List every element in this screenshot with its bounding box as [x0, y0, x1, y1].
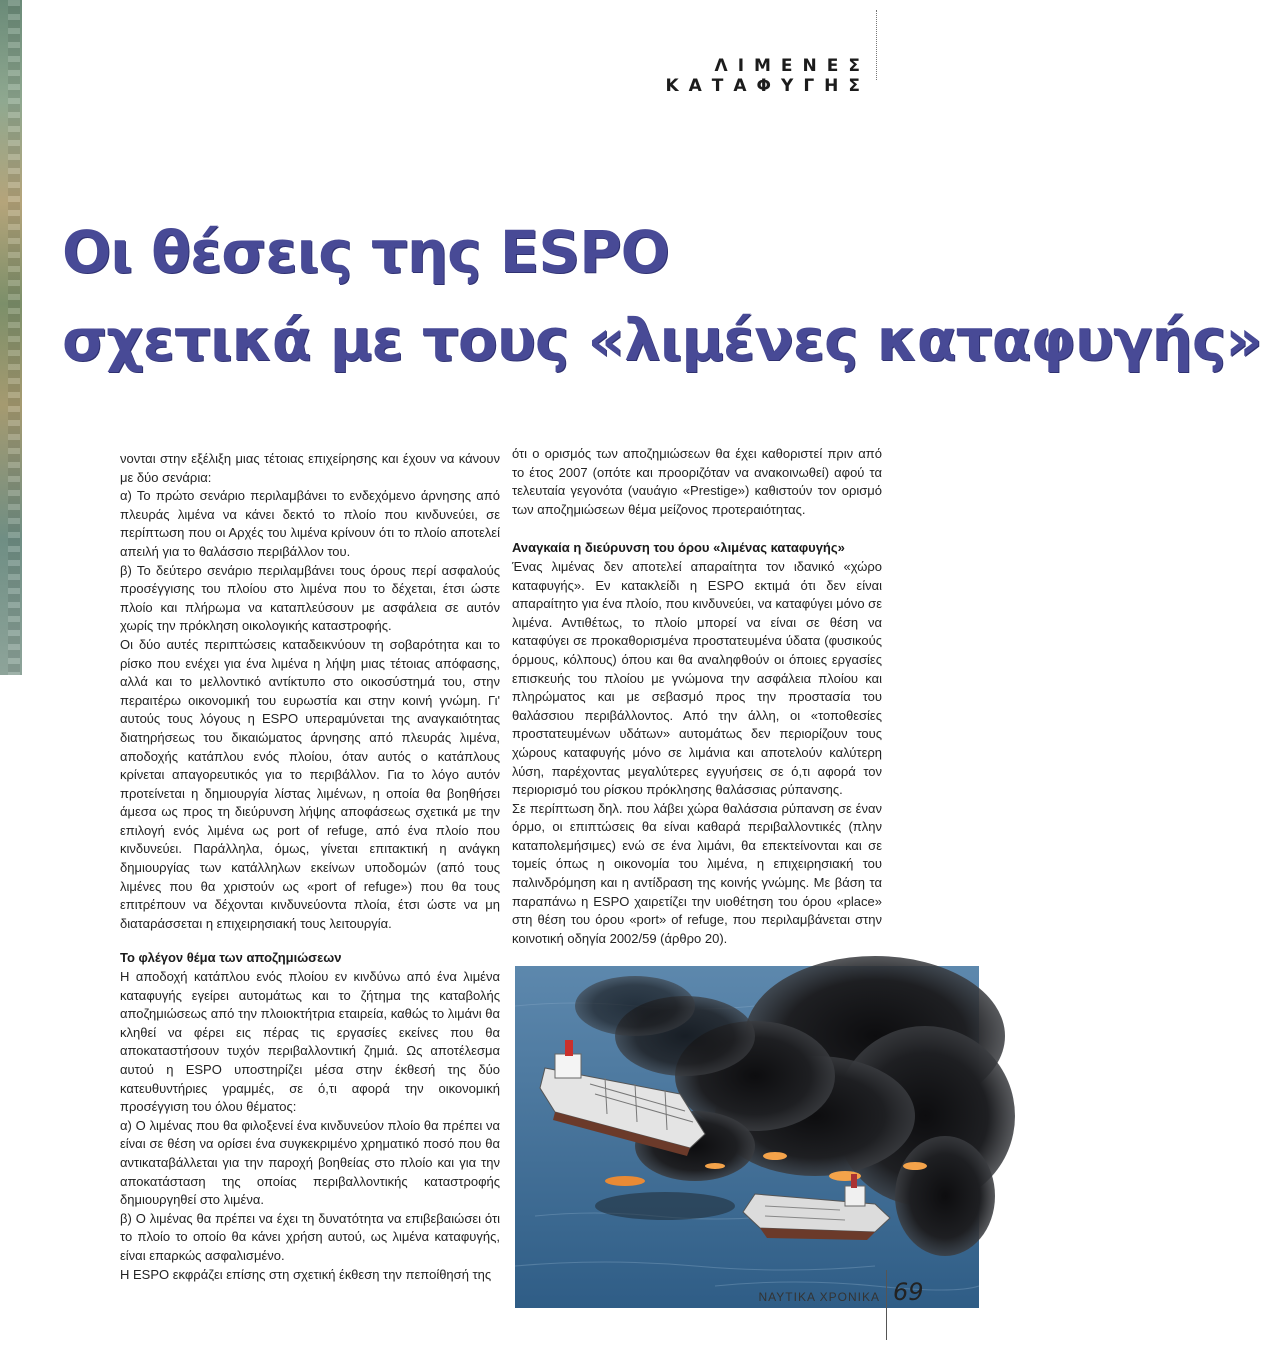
oil-slick [595, 1192, 735, 1220]
left-column [120, 450, 500, 1284]
paragraph: Ένας λιμένας δεν αποτελεί απαραίτητα τον ιδανικό «χώρο καταφυγής». Εν κατακλείδι η ESPO εκτιμά ότι δεν είναι απαραίτητο για ένα πλοίο, που κινδυνεύει, να καταφύγει μόνο σε λιμένα. Αντιθέτως, το πλοίο μπορεί να είναι σε θέση να καταφύγει σε προκαθορισμένα προστατευμένα ύδατα (φυσικούς όρμους, κόλπους) όπου και θα αναληφθούν οι όποιες εργασίες επισκευής του πλοίου με γνώμονα την ασφάλεια πλοίου και πληρώματος και με σεβασμό προς την προστασία του θαλάσσιου περιβάλλοντος. Από την άλλη, οι «τοποθεσίες προστατευμένων υδάτων» αυτομάτως δεν περιορίζουν τους χώρους καταφυγής μόνο σε λιμάνια και αποτελούν καλύτερη λύση, παρέχοντας μεγαλύτερες εγγυήσεις σε ό,τι αφορά τον περιορισμό του ρίσκου πρόκλησης θαλάσσιας ρύπανσης. [512, 558, 883, 798]
paragraph: Σε περίπτωση δηλ. που λάβει χώρα θαλάσσια ρύπανση σε έναν όρμο, οι επιπτώσεις θα είναι καθαρά περιβαλλοντικές (πλην καταπολεμήσιμες) ενώ σε ένα λιμάνι, θα επεκτείνονται και σε τομείς όπως η οικονομία του λιμένα, η επιχειρησιακή του παλινδρόμηση και η αντίδραση της κοινής γνώμης. Με βάση τα παραπάνω η ESPO χαιρετίζει την υιοθέτηση του όρου «place» στη θέση του όρου «port» of refuge, που περιλαμβάνεται στην κοινοτική οδηγία 2002/59 (άρθρο 20). [512, 800, 882, 946]
paragraph: Η αποδοχή κατάπλου ενός πλοίου εν κινδύνω από ένα λιμένα καταφυγής εγείρει αυτομάτως και το ζήτημα της καταβολής αποζημιώσεως από την πλοιοκτήτρια εταιρεία, καθώς το λιμάνι θα κληθεί να φέρει εις πέρας τις εργασίες εκείνες που θα αποκαταστήσουν τυχόν περιβαλλοντική ζημιά. Ως αποτέλεσμα αυτού η ESPO υποστηρίζει μέσα στην έκθεσή της δύο κατευθυντήριες γραμμές, σε ό,τι αφορά την οικονομική προσέγγιση του όλου θέματος: [120, 969, 500, 1115]
article-title [62, 208, 1262, 384]
paragraph: νονται στην εξέλιξη μιας τέτοιας επιχείρησης και έχουν να κάνουν με δύο σενάρια: [120, 451, 500, 485]
subheading-refuge-term: Αναγκαία η διεύρυνση του όρου «λιμένας καταφυγής» [512, 540, 845, 556]
section-header: ΛΙΜΕΝΕΣ ΚΑΤΑΦΥΓΗΣ [665, 56, 870, 96]
subheading-compensation: Το φλέγον θέμα των αποζημιώσεων [120, 950, 342, 966]
burning-tanker-photo [515, 966, 979, 1308]
paragraph: Οι δύο αυτές περιπτώσεις καταδεικνύουν τη σοβαρότητα και το ρίσκο που ενέχει για ένα λιμένα η λήψη μιας τέτοιας απόφασης, αλλά και το μελλοντικό αντίκτυπο στο οικοσύστημά του, στην περαιτέρω οικονομική του ευρωστία και στην κοινή γνώμη. Γι' αυτούς τους λόγους η ESPO υπεραμύνεται της αναγκαιότητας διατηρήσεως του δικαιώματος άρνησης από πλευράς λιμένα, αποδοχής κατάπλου ενός πλοίου, όταν αυτός ο κατάπλους κρίνεται απαγορευτικός για το περιβάλλον. Για το λόγο αυτόν προτείνεται η δημιουργία λίστας λιμένων, η οποία θα βοηθήσει άμεσα ως προς τη διεύρυνση λήψης αποφάσεως σχετικά με την επιλογή ενός λιμένα ως port of refuge, από ένα πλοίο που κινδυνεύει. Παράλληλα, όμως, γίνεται επιτακτική η ανάγκη δημιουργίας των κατάλληλων εκείνων υποδομών (από τους λιμένες που θα χριστούν ως «port of refuge») που θα τους επιτρέπουν να δέχονται κινδυνεύοντα πλοία, έτσι ώστε να μη διαταράσσεται η επιχειρησιακή τους λειτουργία. [120, 636, 500, 931]
header-dotted-rule [876, 10, 877, 80]
paragraph: α) Το πρώτο σενάριο περιλαμβάνει το ενδεχόμενο άρνησης από πλευράς λιμένα να κάνει δεκτό το πλοίο που κινδυνεύει, σε περίπτωση που οι Αρχές του λιμένα κρίνουν ότι το πλοίο αποτελεί απειλή για το θαλάσσιο περιβάλλον του. [120, 488, 500, 559]
adjacent-page-texture [8, 0, 20, 675]
adjacent-page-edge [0, 0, 22, 675]
paragraph: Η ESPO εκφράζει επίσης στη σχετική έκθεση την πεποίθησή της [120, 1266, 492, 1282]
paragraph: ότι ο ορισμός των αποζημιώσεων θα έχει καθοριστεί πριν από το έτος 2007 (οπότε και προοριζόταν να ανακοινωθεί) αφού τα τελευταία γεγονότα (ναυάγιο «Prestige») καθιστούν τον ορισμό των αποζημιώσεων θέμα μείζονος προτεραιότητας. [512, 446, 882, 517]
paragraph: β) Ο λιμένας θα πρέπει να έχει τη δυνατότητα να επιβεβαιώσει ότι το πλοίο το οποίο θα κάνει χρήση αυτού, ως λιμένα καταφυγής, είναι επαρκώς ασφαλισμένο. [120, 1210, 500, 1263]
title-line-2: σχετικά με τους «λιμένες καταφυγής» [62, 306, 1262, 374]
title-line-1: Οι θέσεις της ESPO [62, 218, 669, 286]
right-column [512, 445, 882, 948]
magazine-name: ΝΑΥΤΙΚΑ ΧΡΟΝΙΚΑ [758, 1290, 880, 1304]
footer-divider [886, 1270, 887, 1340]
page-number: 69 [893, 1278, 924, 1306]
paragraph: β) Το δεύτερο σενάριο περιλαμβάνει τους όρους περί ασφαλούς προσέγγισης του πλοίου στο λιμένα που το δέχεται, έτσι ώστε πλοίο και πλήρωμα να καταπλεύσουν με ασφάλεια σε αυτόν χωρίς την πρόκληση οικολογικής καταστροφής. [120, 562, 500, 634]
paragraph: α) Ο λιμένας που θα φιλοξενεί ένα κινδυνεύον πλοίο θα πρέπει να είναι σε θέση να ορίσει ένα συγκεκριμένο χρηματικό ποσό που θα αντικαταβάλλεται για την παροχή βοηθείας στο πλοίο και για την αποκατάσταση της οποίας περιβαλλοντικής καταστροφής δημιουργηθεί στο λιμένα. [120, 1117, 500, 1208]
